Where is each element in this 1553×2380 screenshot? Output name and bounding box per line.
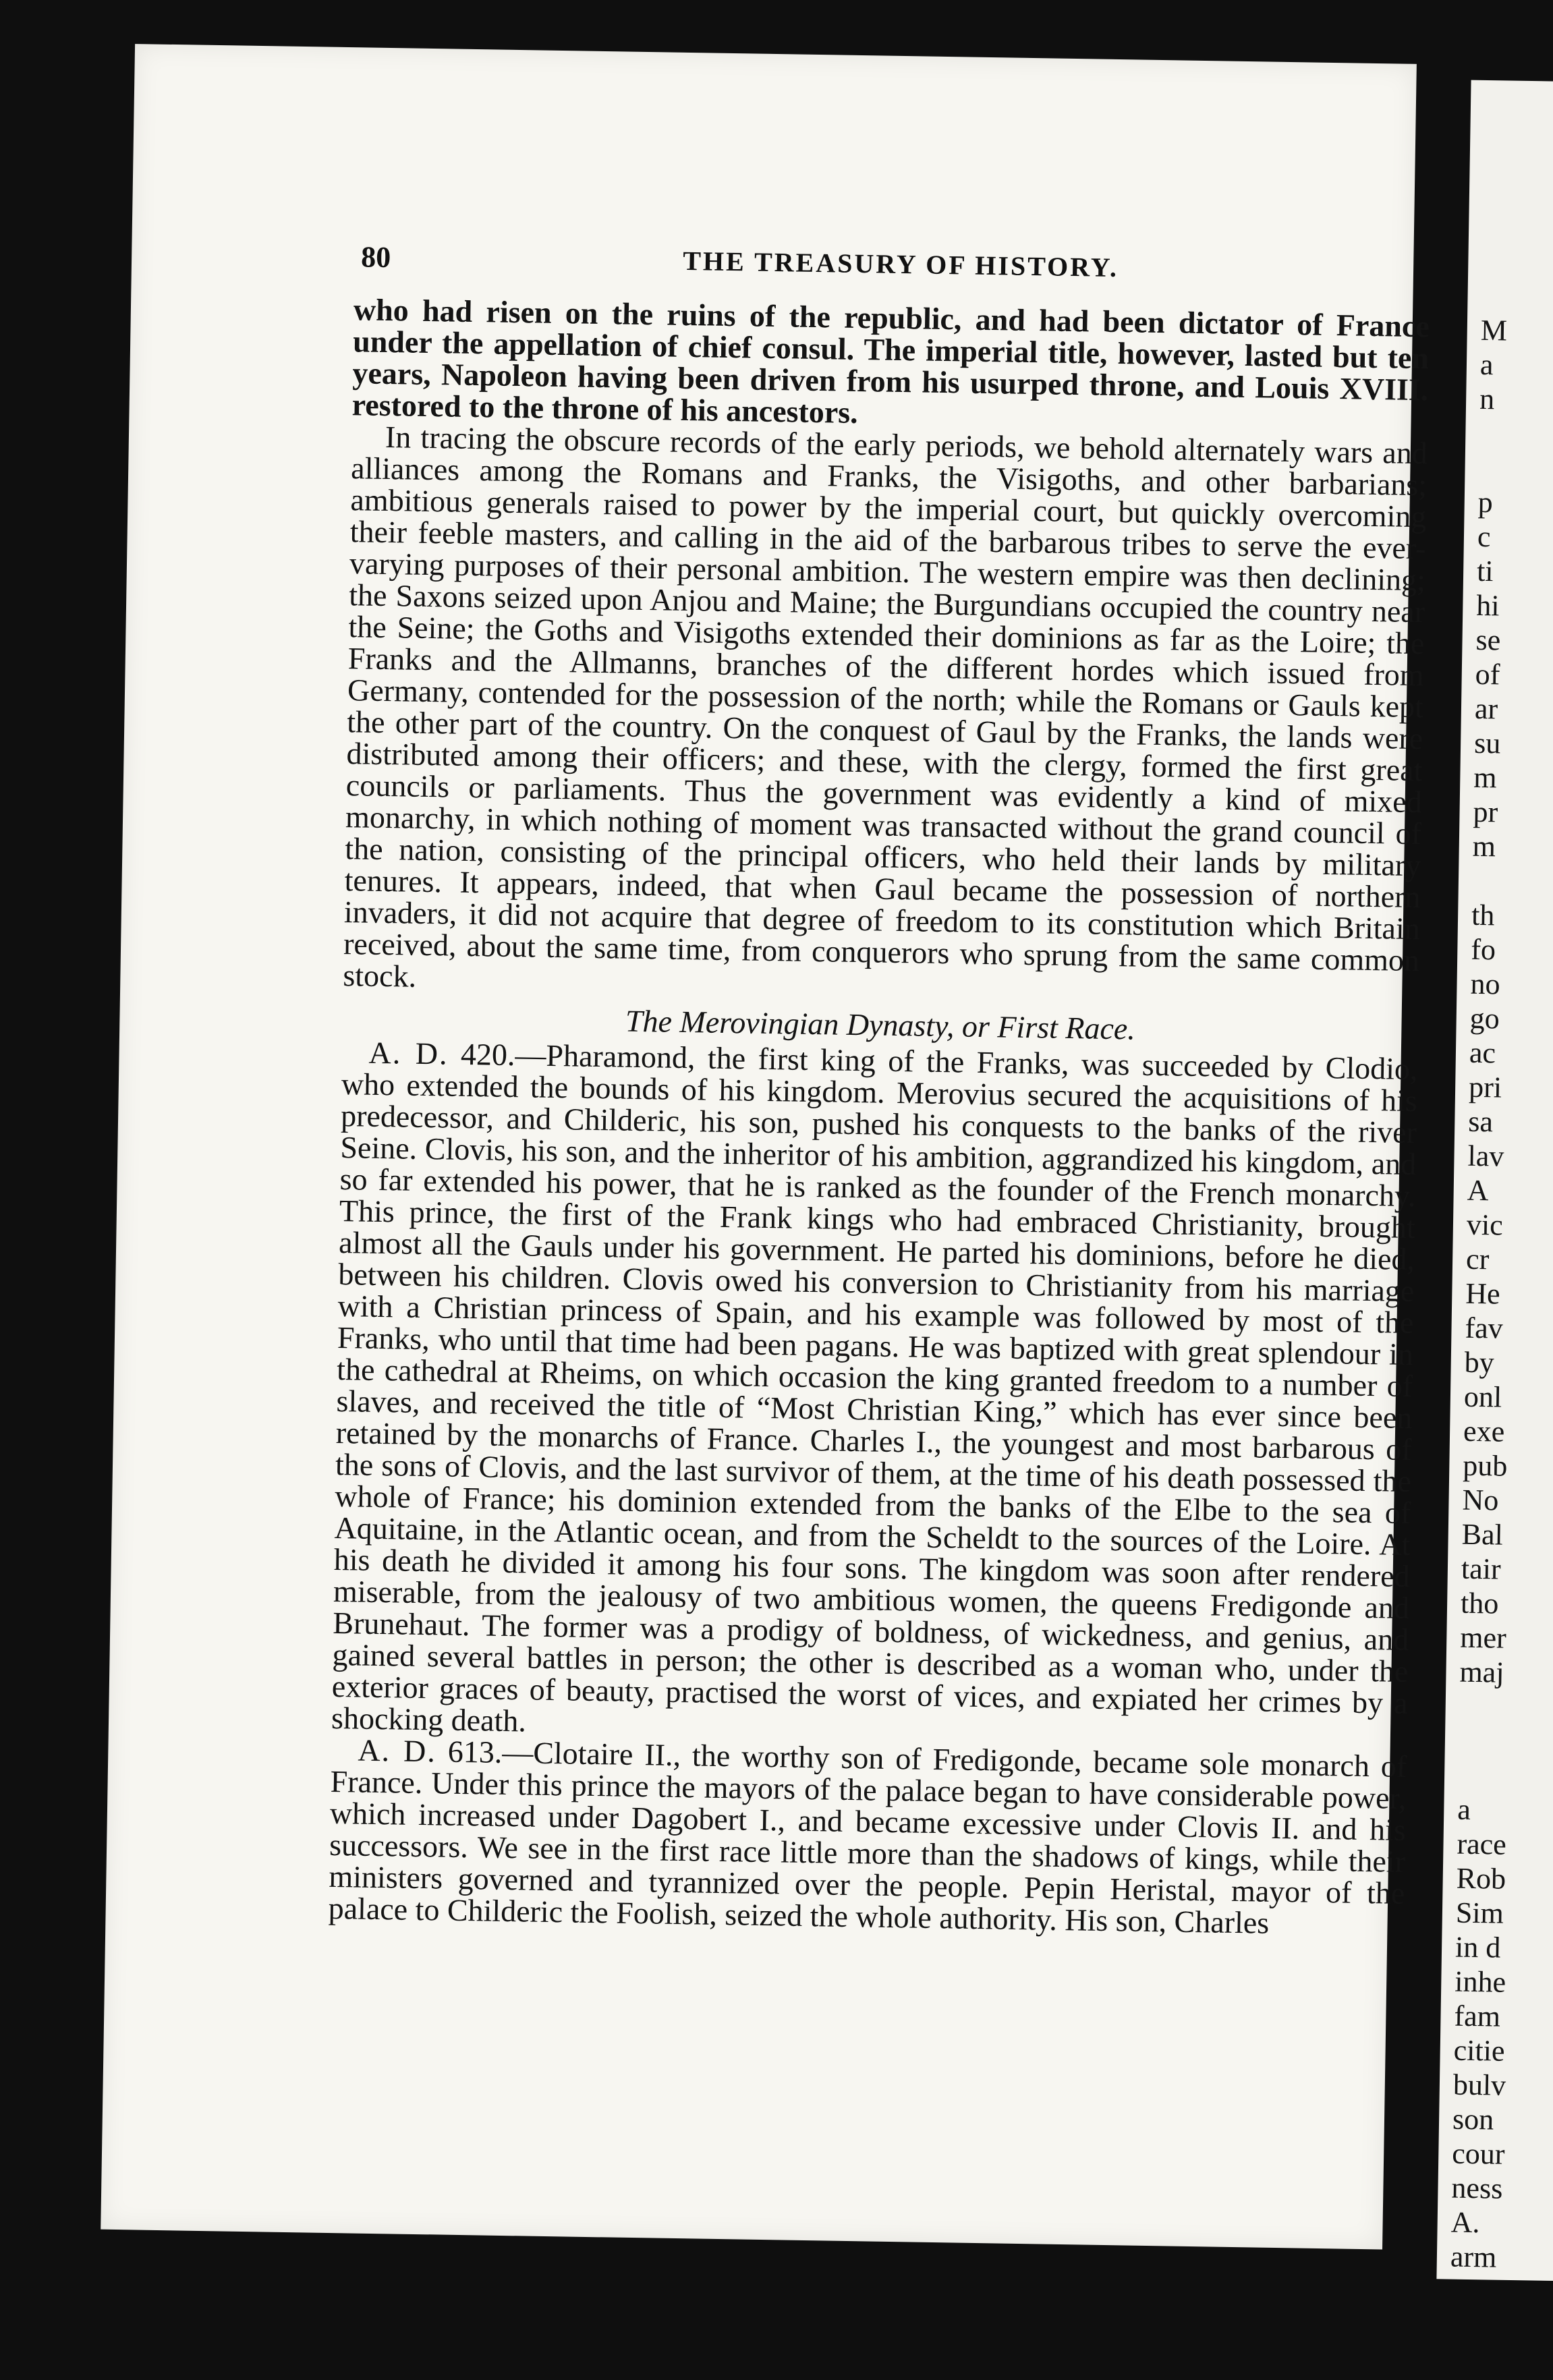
facing-page-fragment: onl [1463, 1380, 1502, 1414]
facing-page-fragment: ness [1451, 2171, 1503, 2205]
facing-page-fragment: ti [1476, 554, 1494, 588]
facing-page-fragment: by [1464, 1345, 1495, 1380]
ad-mark: A. D. [368, 1035, 449, 1071]
facing-page-fragment [1465, 416, 1553, 453]
facing-page-fragment: n [1479, 382, 1495, 416]
facing-page-fragment: citie [1453, 2033, 1505, 2068]
page-header [361, 239, 1421, 297]
facing-page-fragment: son [1452, 2102, 1494, 2136]
facing-page-fragment: A [1467, 1173, 1489, 1208]
facing-page-fragment: He [1465, 1276, 1501, 1311]
facing-page-fragment: fam [1454, 1999, 1501, 2033]
facing-page-fragment: m [1473, 760, 1497, 795]
facing-page-fragment: fo [1470, 932, 1496, 967]
facing-page-fragment [1444, 1757, 1553, 1794]
facing-page-fragment: go [1469, 1001, 1500, 1036]
facing-page-fragment: vic [1466, 1208, 1504, 1242]
facing-page-fragment [1459, 863, 1553, 899]
facing-page-fragment [1465, 451, 1553, 487]
facing-page-fragment: Rob [1456, 1861, 1506, 1896]
facing-page-fragment: lav [1467, 1139, 1504, 1173]
paragraph-napoleon: who had risen on the ruins of the republic, and had been dictator of France under the appellation of chief consul. The imperial title, however, lasted but ten years, Napoleon having been driven from his usurped throne, and Louis XVIII. restored to the throne of his ancestors. [351, 292, 1430, 430]
facing-page-fragment: bulv [1452, 2068, 1506, 2102]
facing-page-fragment: cour [1451, 2136, 1505, 2171]
paragraph-ad-420 [331, 1036, 1418, 1751]
facing-page-fragment: hi [1475, 588, 1500, 623]
facing-page-fragment: cr [1465, 1242, 1490, 1276]
facing-page-fragment: sa [1467, 1104, 1494, 1139]
facing-page-fragment: of [1475, 657, 1500, 691]
facing-page-fragment: No [1462, 1483, 1499, 1517]
book-page [101, 44, 1430, 2249]
facing-page-fragment: mer [1459, 1620, 1507, 1655]
facing-page-fragment: ac [1469, 1036, 1496, 1070]
paragraph-ad-613 [328, 1734, 1407, 1941]
facing-page-fragment: arm [1450, 2240, 1497, 2274]
facing-page-fragment [1445, 1723, 1553, 1759]
facing-page-fragment: exe [1463, 1414, 1505, 1448]
facing-page-fragment: se [1475, 623, 1501, 657]
facing-page-fragment: fav [1465, 1311, 1504, 1345]
facing-page-fragment: in d [1455, 1930, 1501, 1964]
facing-page-fragment: tho [1460, 1586, 1499, 1620]
facing-page-fragment [1445, 1689, 1553, 1725]
facing-page-fragment: no [1470, 967, 1500, 1001]
facing-page-fragment: p [1477, 485, 1494, 519]
facing-page-fragment: Bal [1461, 1517, 1504, 1552]
paragraph-ad-420-text: 420.—Pharamond, the first king of the Franks, was succeeded by Clodio, who extended the bounds of his kingdom. Merovius secured the acquisitions of his predecessor, and Childeric, his son, pushed his conquests to the banks of the river Seine. Clovis, his son, and the inheritor of his ambition, aggrandized his kingdom, and so far extended his power, that he is ranked as the founder of the French monarchy. This prince, the first of the Frank kings who had embraced Christianity, brought almost all the Gauls under his government. He parted his dominions, before he died, between his children. Clovis owed his conversion to Christianity from his marriage with a Christian princess of Spain, and his example was followed by most of the Franks, who until that time had been pagans. He was baptized with great splendour in the cathedral at Rheims, on which occasion the king granted freedom to a number of slaves, and received the title of “Most Christian King,” which has ever since been retained by the monarchs of France. Charles I., the youngest and most barbarous of the sons of Clovis, and the last survivor of them, at the time of his death possessed the whole of France; his dominion extended from the banks of the Elbe to the sea of Aquitaine, in the Atlantic ocean, and from the Scheldt to the sources of the Loire. At his death he divided it among his four sons. The kingdom was soon after rendered miserable, from the jealousy of two ambitious women, the queens Fredigonde and Brunehaut. The former was a prodigy of boldness, of wickedness, and genius, and gained several battles in person; the other is described as a woman who, under the exterior graces of beauty, practised the worst of vices, and expiated her crimes by a shocking death. [331, 1036, 1418, 1738]
facing-page-fragment: m [1472, 829, 1496, 863]
facing-page-fragment: pub [1462, 1448, 1508, 1483]
facing-page-fragment: race [1457, 1827, 1507, 1861]
facing-page-fragment: a [1479, 347, 1494, 382]
facing-page-fragment: tair [1461, 1552, 1501, 1586]
facing-page-fragment: A. [1450, 2205, 1480, 2240]
facing-page-fragment: pr [1473, 795, 1498, 829]
facing-page-fragment: su [1473, 726, 1501, 760]
facing-page-fragment: Sim [1455, 1896, 1504, 1930]
paragraph-early-periods: In tracing the obscure records of the early periods, we behold alternately wars and alliances among the Romans and Franks, the Visigoths, and other barbarians; ambitious generals raised to power by the imperial court, but quickly overcoming their feeble masters, and calling in the aid of the barbarous tribes to serve the ever-varying purposes of their personal ambition. The western empire was then declining; the Saxons seized upon Anjou and Maine; the Burgundians occupied the country near the Seine; the Goths and Visigoths extended their dominions as far as the Loire; the Franks and the Allmanns, branches of the different hordes which issued from Germany, contended for the possession of the north; while the Romans or Gauls kept the other part of the country. On the conquest of Gaul by the Franks, the lands were distributed among their officers; and these, with the clergy, formed the first great councils or parliaments. Thus the government was evidently a kind of mixed monarchy, in which nothing of moment was transacted without the grand council of the nation, consisting of the principal officers, who held their lands by military tenures. It appears, indeed, that when Gaul became the possession of northern invaders, it did not acquire that degree of freedom to its constitution which Britain received, about the same time, from conquerors who sprung from the same common stock. [343, 419, 1428, 994]
facing-page-fragment: a [1457, 1792, 1471, 1826]
running-title: THE TREASURY OF HISTORY. [682, 245, 1119, 283]
body-text [328, 293, 1430, 1941]
facing-page-fragment: inhe [1454, 1964, 1506, 1999]
section-heading-merovingian: The Merovingian Dynasty, or First Race. [625, 1003, 1136, 1046]
paragraph-ad-613-text: 613.—Clotaire II., the worthy son of Fredigonde, became sole monarch of France. Under this prince the mayors of the palace began to have considerable power, which increased under Dagobert I., and became excessive under Clovis II. and his successors. We see in the first race little more than the shadows of kings, while their ministers governed and tyrannized over the people. Pepin Heristal, mayor of the palace to Childeric the Foolish, seized the whole authority. His son, Charles [328, 1734, 1407, 1940]
facing-page-fragment: th [1471, 898, 1495, 932]
ad-mark: A. D. [358, 1732, 437, 1769]
facing-page-fragment: ar [1474, 691, 1498, 726]
facing-page-fragment: M [1480, 313, 1508, 347]
facing-page-fragment: pri [1468, 1070, 1502, 1104]
facing-page-fragment: maj [1459, 1655, 1504, 1689]
page-number: 80 [360, 240, 391, 275]
facing-page-fragment: c [1477, 519, 1491, 554]
